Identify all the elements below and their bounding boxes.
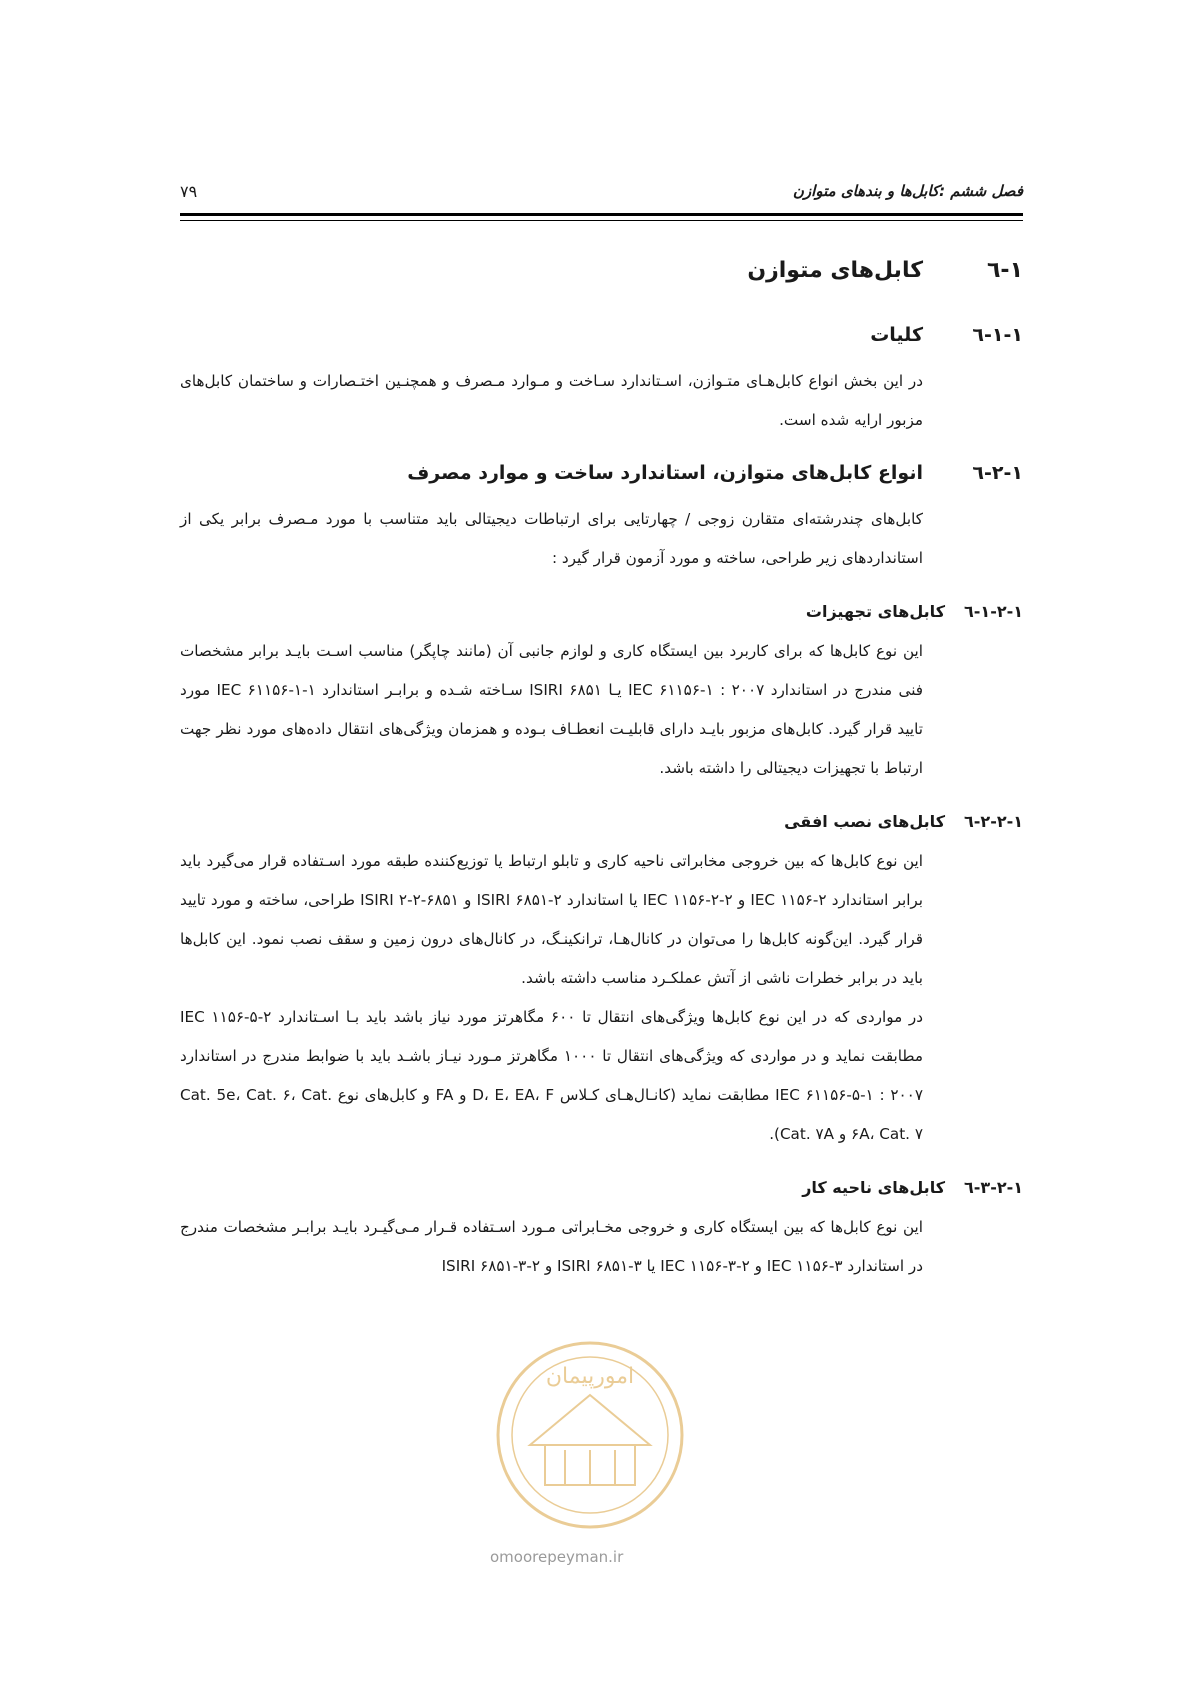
subsubsection-title: کابل‌های نصب افقی	[784, 812, 945, 831]
header-rule-thin	[180, 220, 1023, 221]
subsubsection-number: ۳-۲-۱-٦	[964, 1178, 1023, 1197]
paragraph: این نوع کابل‌ها که برای کاربرد بین ایستگاه کاری و لوازم جانبی آن (مانند چاپگر) مناسب اسـت بایـد برابر مشخصات فنی مندرج در استاندارد ۲۰۰۷ : ۱-۶۱۱۵۶ IEC یـا ۶۸۵۱ ISIRI سـاخته شـده و برابـر استاندارد ۱-۱-۶۱۱۵۶ IEC مورد تایید قرار گیرد. کابل‌های مزبور بایـد دارای قابلیـت انعطـاف بـوده و همزمان ویژگی‌های انتقال داده‌های مورد نظر جهت ارتباط با تجهیزات دیجیتالی را داشته باشد.	[180, 642, 924, 777]
section-title: کابل‌های متوازن	[747, 258, 923, 283]
running-header	[180, 182, 1023, 212]
subsection-number: ۲-۱-٦	[972, 462, 1023, 484]
section-heading	[180, 258, 1023, 302]
paragraph: این نوع کابل‌ها که بین ایستگاه کاری و خروجی مخـابراتی مـورد اسـتفاده قـرار مـی‌گیـرد بایـد برابـر مشخصات مندرج در استاندارد ۳-۱۱۵۶ IEC و ۲-۳-۱۱۵۶ IEC یا ۳-۶۸۵۱ ISIRI و ۲-۳-۶۸۵۱ ISIRI	[180, 1218, 923, 1275]
paragraph: کابل‌های چندرشته‌ای متقارن زوجی / چهارتایی برای ارتباطات دیجیتالی باید متناسب با مورد مـصرف برابر یکی از استانداردهای زیر طراحی، ساخته و مورد آزمون قرار گیرد :	[180, 510, 923, 567]
chapter-title: فصل ششم :کابل‌ها و بندهای متوازن	[792, 182, 1023, 200]
subsection-title: انواع کابل‌های متوازن، استاندارد ساخت و موارد مصرف	[407, 462, 923, 484]
page-number: ۷۹	[180, 182, 198, 201]
watermark-arc-text: امورپیمان	[545, 1364, 635, 1389]
subsubsection-title: کابل‌های تجهیزات	[805, 602, 945, 621]
subsubsection-heading	[180, 812, 1023, 840]
subsubsection-number: ۱-۲-۱-٦	[964, 602, 1023, 621]
subsubsection-heading	[180, 602, 1023, 630]
paragraph: در این بخش انواع کابل‌هـای متـوازن، اسـتاندارد سـاخت و مـوارد مـصرف و همچنـین اختـصارات و ساختمان کابل‌های مزبور ارایه شده است.	[180, 372, 923, 429]
subsection-number: ۱-۱-٦	[972, 324, 1023, 346]
watermark-caption: omoorepeyman.ir	[490, 1548, 624, 1566]
header-rule-thick	[180, 213, 1023, 216]
paragraph: این نوع کابل‌ها که بین خروجی مخابراتی ناحیه کاری و تابلو ارتباط یا توزیع‌کننده طبقه مورد اسـتفاده قرار می‌گیرد باید برابر استاندارد ۲-۱۱۵۶ IEC و ۲-۲-۱۱۵۶ IEC یا استاندارد ۲-۶۸۵۱ ISIRI و ISIRI ۲-۲-۶۸۵۱ طراحی، ساخته و مورد تایید قرار گیرد. این‌گونه کابل‌ها را می‌توان در کانال‌هـا، ترانکینـگ، در کانال‌های درون زمین و سقف نصب نمود. این کابل‌ها باید در برابر خطرات ناشی از آتش عملکـرد مناسب داشته باشد.	[180, 852, 924, 987]
subsubsection-number: ۲-۲-۱-٦	[964, 812, 1023, 831]
paragraph: در مواردی که در این نوع کابل‌ها ویژگی‌های انتقال تا ۶۰۰ مگاهرتز مورد نیاز باشد باید بـا اسـتاندارد ۲-۵-۱۱۵۶ IEC مطابقت نماید و در مواردی که ویژگی‌های انتقال تا ۱۰۰۰ مگاهرتز مـورد نیـاز باشـد باید با ضوابط مندرج در استاندارد ۲۰۰۷ : ۱-۵-۶۱۱۵۶ IEC مطابقت نماید (کانـال‌هـای کـلاس D، E، EA، F و FA و کابل‌های نوع Cat. 5e، Cat. ۶، Cat. ۶A، Cat. ۷ و Cat. ۷A).	[180, 1008, 924, 1143]
subsection-title: کلیات	[870, 324, 923, 346]
subsection-heading	[180, 324, 1023, 360]
subsection-heading	[180, 462, 1023, 498]
watermark-logo	[470, 1335, 710, 1535]
subsubsection-heading	[180, 1178, 1023, 1206]
page-content	[180, 250, 1023, 1286]
subsubsection-title: کابل‌های ناحیه کار	[802, 1178, 945, 1197]
section-number: ۱-٦	[986, 258, 1023, 283]
